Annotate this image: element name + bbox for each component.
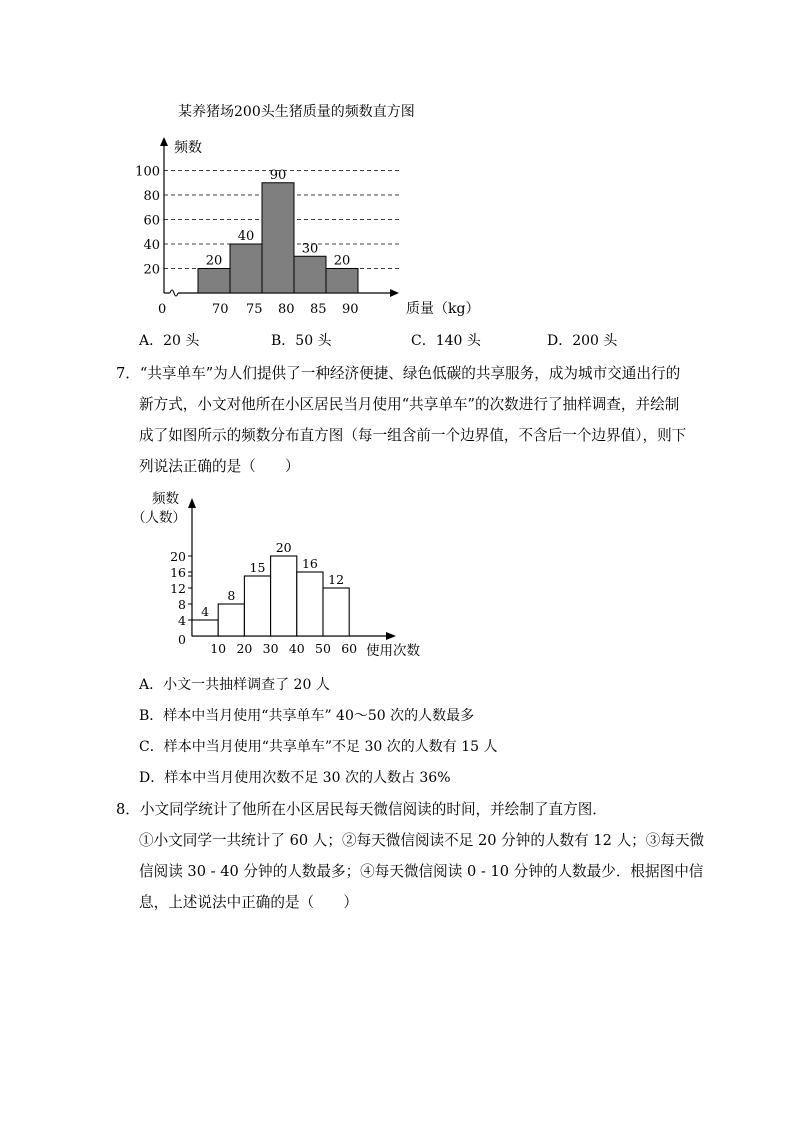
q8-stem-line3: 信阅读 30 - 40 分钟的人数最多；④每天微信阅读 0 - 10 分钟的人数最少．根据图中信 <box>139 863 704 880</box>
chart1-bar-value-label: 20 <box>333 253 351 269</box>
q8-stem-line4: 息，上述说法中正确的是（ ） <box>139 894 358 911</box>
q7-option-a[interactable]: A．小文一共抽样调查了 20 人 <box>139 677 330 693</box>
chart1-origin-label: 0 <box>158 302 167 317</box>
chart1-x-tick-label: 70 <box>212 302 229 317</box>
chart1-bar-value-label: 20 <box>205 253 223 269</box>
chart1-plot <box>135 137 479 317</box>
chart2-x-axis-arrow <box>386 632 396 640</box>
chart2-x-tick-label: 20 <box>236 641 253 656</box>
chart1-y-tick-label: 60 <box>143 213 160 229</box>
chart2 <box>0 480 794 670</box>
chart2-bar <box>297 572 323 636</box>
chart1-x-tick-label: 75 <box>246 302 263 317</box>
q7-stem-line4: 列说法正确的是（ ） <box>139 458 300 475</box>
chart2-y-tick-label: 20 <box>170 549 186 564</box>
chart2-x-tick-label: 60 <box>341 641 358 656</box>
chart2-bar-value-label: 20 <box>275 540 292 555</box>
q6-option-a[interactable]: A．20 头 <box>139 333 200 349</box>
chart1-y-axis-label: 频数 <box>174 140 202 156</box>
chart2-x-tick-label: 40 <box>288 641 305 656</box>
chart2-y-tick-label: 16 <box>170 565 186 580</box>
q8-stem-line2: ①小文同学一共统计了 60 人；②每天微信阅读不足 20 分钟的人数有 12 人；③每天微 <box>139 832 705 849</box>
chart1-bar-value-label: 30 <box>301 241 319 257</box>
chart1-bar <box>294 256 326 293</box>
chart1-x-axis-label: 质量（kg） <box>406 301 480 317</box>
chart1-y-tick-label: 80 <box>143 189 160 204</box>
chart2-bar <box>323 588 349 636</box>
chart2-bar <box>244 576 270 636</box>
chart2-x-tick-label: 30 <box>262 641 279 656</box>
chart1-title: 某养猪场200头生猪质量的频数直方图 <box>178 104 415 120</box>
chart1-bar-value-label: 40 <box>237 229 255 244</box>
chart2-plot <box>132 490 420 659</box>
chart2-bar-value-label: 15 <box>249 560 266 575</box>
chart1-y-tick-label: 100 <box>135 164 160 180</box>
q7-option-b[interactable]: B．样本中当月使用“共享单车” 40～50 次的人数最多 <box>139 708 475 724</box>
chart1-bar <box>198 269 230 294</box>
chart1-bar <box>230 244 262 293</box>
chart2-bar <box>271 556 297 636</box>
chart2-bar <box>218 604 244 636</box>
q6-option-c[interactable]: C．140 头 <box>411 333 481 349</box>
chart1-y-tick-label: 40 <box>143 238 160 253</box>
chart2-y-axis-label: 频数 <box>152 491 179 507</box>
q6-option-b[interactable]: B．50 头 <box>271 333 332 349</box>
chart2-origin-label: 0 <box>178 632 186 647</box>
chart1-bar <box>326 269 358 294</box>
q6-option-d[interactable]: D．200 头 <box>547 333 618 349</box>
chart2-y-tick-label: 8 <box>178 597 186 612</box>
chart2-bar-value-label: 16 <box>301 556 318 571</box>
chart2-bar-value-label: 4 <box>201 604 210 619</box>
q7-stem-line3: 成了如图所示的频数分布直方图（每一组含前一个边界值，不含后一个边界值），则下 <box>139 427 687 444</box>
chart1-x-tick-label: 90 <box>342 302 359 317</box>
chart1-x-tick-label: 80 <box>278 302 295 317</box>
chart1 <box>0 0 794 330</box>
q7-stem-line2: 新方式，小文对他所在小区居民当月使用“共享单车”的次数进行了抽样调查，并绘制 <box>139 396 680 413</box>
chart1-axis-break <box>170 290 178 296</box>
chart2-bar-value-label: 12 <box>328 572 345 587</box>
chart1-y-tick-label: 20 <box>143 262 160 278</box>
chart1-y-axis-arrow <box>160 137 168 146</box>
chart2-y-axis-label-unit: （人数） <box>132 510 186 526</box>
chart2-x-tick-label: 10 <box>210 641 227 656</box>
chart1-bar <box>262 183 294 293</box>
q7-option-d[interactable]: D．样本中当月使用次数不足 30 次的人数占 36% <box>139 770 451 786</box>
chart2-y-tick-label: 4 <box>178 613 186 628</box>
chart2-bar-value-label: 8 <box>227 588 236 603</box>
chart2-y-tick-label: 12 <box>170 581 186 596</box>
chart2-x-axis-label: 使用次数 <box>366 643 420 659</box>
chart1-bar-value-label: 90 <box>269 167 287 183</box>
chart2-bar <box>192 620 218 636</box>
chart2-y-axis-arrow <box>188 498 196 508</box>
q8-stem-line1: 8．小文同学统计了他所在小区居民每天微信阅读的时间，并绘制了直方图． <box>116 801 607 818</box>
chart1-x-tick-label: 85 <box>310 302 327 317</box>
q7-option-c[interactable]: C．样本中当月使用“共享单车”不足 30 次的人数有 15 人 <box>139 739 498 755</box>
q7-stem-line1: 7．“共享单车”为人们提供了一种经济便捷、绿色低碳的共享服务，成为城市交通出行的 <box>116 365 681 382</box>
chart1-x-axis-arrow <box>390 289 399 297</box>
chart2-x-tick-label: 50 <box>315 641 331 656</box>
